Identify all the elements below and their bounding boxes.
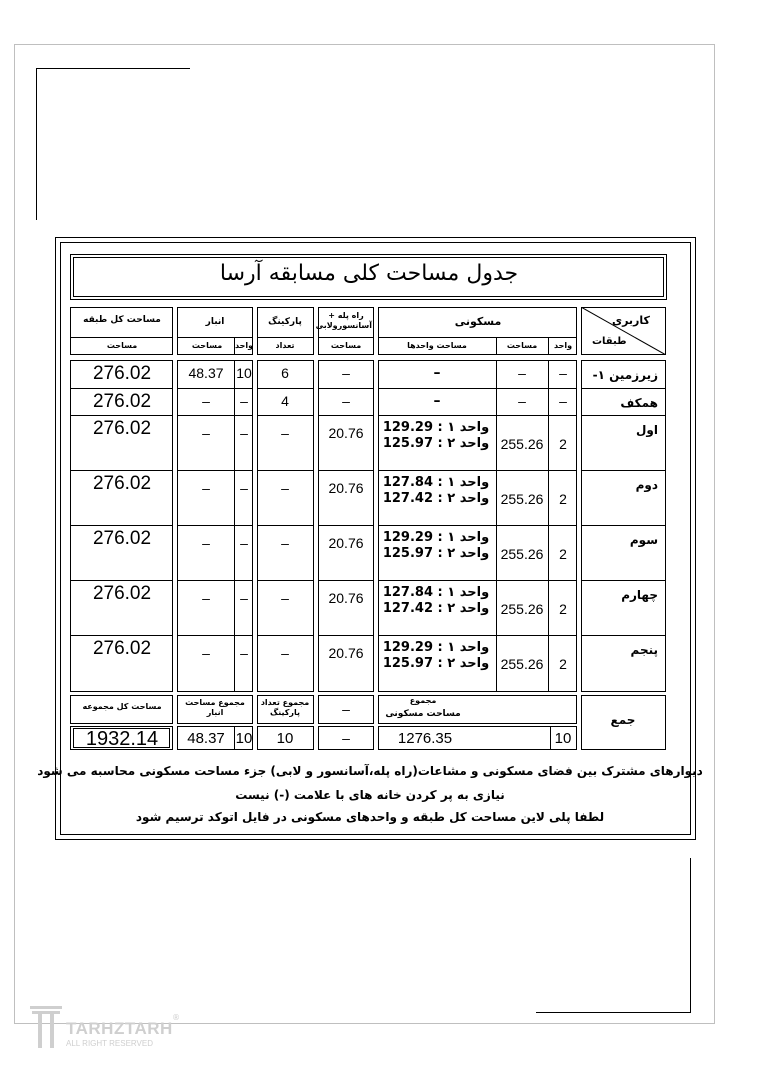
row-separator <box>581 470 666 471</box>
row-separator <box>257 635 314 636</box>
row-separator <box>257 388 314 389</box>
row-separator <box>177 635 253 636</box>
row-separator <box>257 470 314 471</box>
note-1: دیوارهای مشترک بین فضای مسکونی و مشاعات(راه پله،آسانسور و لابی) جزء مساحت مسکونی محاسبه می شود <box>37 764 703 778</box>
parking-count: – <box>281 480 289 496</box>
row-separator <box>177 415 253 416</box>
storage-area: – <box>202 480 210 496</box>
floor-label: همکف <box>620 396 658 410</box>
totals-res-label-2: مساحت مسکونی <box>385 709 461 719</box>
row-separator <box>318 635 374 636</box>
floor-label: اول <box>636 423 658 437</box>
header-parking-count: تعداد <box>275 341 295 350</box>
parking-count: – <box>281 425 289 441</box>
total-area: 276.02 <box>92 638 152 659</box>
note-3: لطفا پلی لاین مساحت کل طبقه و واحدهای مسکونی در فایل اتوکد ترسیم شود <box>135 810 605 824</box>
storage-area: – <box>202 535 210 551</box>
note-2: نیازی به پر کردن خانه های با علامت (-) نیست <box>235 788 505 802</box>
tt-logo-icon <box>28 1004 64 1050</box>
total-area: 276.02 <box>92 391 152 412</box>
floor-label: سوم <box>629 533 658 547</box>
row-separator <box>70 580 173 581</box>
watermark-brand: TARHZTARH <box>66 1019 173 1038</box>
row-separator <box>70 470 173 471</box>
totals-total-label: مساحت کل مجموعه <box>82 702 162 711</box>
row-separator <box>378 388 577 389</box>
res-units: 2 <box>559 546 567 562</box>
units-area-1: – <box>433 365 441 381</box>
corner-mark-top-left-v <box>36 68 37 220</box>
totals-res-label-1: مجموع <box>409 696 437 705</box>
row-separator <box>318 388 374 389</box>
row-separator <box>257 415 314 416</box>
header-stair-elevator: راه پله + آسانسورولابی <box>315 311 372 331</box>
totals-stair-value: – <box>342 730 350 746</box>
storage-area: – <box>202 645 210 661</box>
row-separator <box>318 470 374 471</box>
res-area: 255.26 <box>500 656 544 672</box>
header-floors: طبقات <box>592 336 627 347</box>
units-area-1: واحد ۱ : 129.29 <box>382 420 490 435</box>
totals-storage-area: 48.37 <box>187 730 225 747</box>
units-area-1: واحد ۱ : 129.29 <box>382 530 490 545</box>
storage-units: – <box>240 645 248 661</box>
row-separator <box>257 525 314 526</box>
total-area: 276.02 <box>92 418 152 439</box>
header-usage: کاربری <box>612 314 650 327</box>
storage-area: – <box>202 393 210 409</box>
units-area-1: واحد ۱ : 127.84 <box>382 475 490 490</box>
total-area: 276.02 <box>92 528 152 549</box>
page-title: جدول مساحت کلی مسابقه آرسا <box>219 261 519 286</box>
row-separator <box>378 580 577 581</box>
res-area: 255.26 <box>500 436 544 452</box>
storage-area: – <box>202 425 210 441</box>
row-separator <box>257 580 314 581</box>
units-area-1: واحد ۱ : 127.84 <box>382 585 490 600</box>
floor-label: پنجم <box>630 643 658 657</box>
stair-area: 20.76 <box>328 645 364 661</box>
totals-total-value: 1932.14 <box>85 728 159 750</box>
stair-area: 20.76 <box>328 425 364 441</box>
header-storage-unit: واحد <box>234 341 254 350</box>
row-separator <box>177 525 253 526</box>
res-units: 2 <box>559 491 567 507</box>
header-res-area: مساحت <box>506 341 538 350</box>
res-units: 2 <box>559 656 567 672</box>
row-separator <box>70 525 173 526</box>
totals-stair-label: – <box>342 701 350 717</box>
storage-units: 10 <box>236 365 252 381</box>
watermark-logo <box>28 1000 188 1052</box>
corner-mark-bottom-right <box>690 858 691 1013</box>
units-area-1: – <box>433 393 441 409</box>
row-separator <box>378 635 577 636</box>
row-separator <box>378 525 577 526</box>
units-area-2: واحد ۲ : 125.97 <box>382 436 490 451</box>
stair-area: 20.76 <box>328 480 364 496</box>
header-total-area: مساحت کل طبقه <box>83 315 161 325</box>
units-area-2: واحد ۲ : 127.42 <box>382 601 490 616</box>
storage-units: – <box>240 393 248 409</box>
parking-count: – <box>281 590 289 606</box>
totals-label: جمع <box>610 713 636 727</box>
parking-count: – <box>281 645 289 661</box>
units-area-2: واحد ۲ : 125.97 <box>382 546 490 561</box>
storage-units: – <box>240 535 248 551</box>
storage-units: – <box>240 480 248 496</box>
header-diagonal <box>581 307 666 355</box>
row-separator <box>177 470 253 471</box>
parking-count: 4 <box>281 393 289 409</box>
header-parking: پارکینگ <box>268 317 302 327</box>
stair-area: – <box>342 365 350 381</box>
header-unit-count: واحد <box>553 341 573 350</box>
watermark-sub: ALL RIGHT RESERVED <box>66 1039 153 1048</box>
totals-res-area: 1276.35 <box>397 730 453 747</box>
stair-area: 20.76 <box>328 535 364 551</box>
row-separator <box>318 415 374 416</box>
totals-storage-units: 10 <box>235 730 253 747</box>
row-separator <box>70 388 173 389</box>
total-area: 276.02 <box>92 473 152 494</box>
floor-label: زیرزمین ۱- <box>592 368 658 382</box>
storage-units: – <box>240 425 248 441</box>
row-separator <box>70 415 173 416</box>
totals-storage-label: مجموع مساحت انبار <box>185 698 245 718</box>
row-separator <box>70 635 173 636</box>
header-total-area-sub: مساحت <box>106 341 138 350</box>
floor-label: چهارم <box>621 588 658 602</box>
row-separator <box>378 415 577 416</box>
res-area: – <box>518 365 526 381</box>
storage-area: – <box>202 590 210 606</box>
res-units: – <box>559 393 567 409</box>
header-residential: مسکونی <box>454 315 502 328</box>
units-area-1: واحد ۱ : 129.29 <box>382 640 490 655</box>
parking-count: – <box>281 535 289 551</box>
row-separator <box>581 388 666 389</box>
header-storage-area: مساحت <box>191 341 223 350</box>
totals-res-units: 10 <box>554 730 572 747</box>
parking-count: 6 <box>281 365 289 381</box>
res-units: – <box>559 365 567 381</box>
row-separator <box>581 580 666 581</box>
row-separator <box>318 580 374 581</box>
corner-mark-bottom-right-h <box>536 1012 691 1013</box>
header-units-area: مساحت واحدها <box>407 341 467 350</box>
storage-units: – <box>240 590 248 606</box>
header-storage: انبار <box>205 317 225 327</box>
totals-parking-value: 10 <box>276 730 294 747</box>
total-area: 276.02 <box>92 363 152 384</box>
row-separator <box>581 415 666 416</box>
units-area-2: واحد ۲ : 127.42 <box>382 491 490 506</box>
stair-area: 20.76 <box>328 590 364 606</box>
row-separator <box>378 470 577 471</box>
row-separator <box>177 388 253 389</box>
watermark-mark: ® <box>172 1013 180 1022</box>
row-separator <box>318 525 374 526</box>
res-units: 2 <box>559 436 567 452</box>
corner-mark-top-left <box>36 68 190 69</box>
res-area: 255.26 <box>500 491 544 507</box>
res-units: 2 <box>559 601 567 617</box>
row-separator <box>177 580 253 581</box>
storage-area: 48.37 <box>188 365 224 381</box>
res-area: 255.26 <box>500 601 544 617</box>
header-stair-area: مساحت <box>330 341 362 350</box>
row-separator <box>581 635 666 636</box>
res-area: – <box>518 393 526 409</box>
units-area-2: واحد ۲ : 125.97 <box>382 656 490 671</box>
row-separator <box>581 525 666 526</box>
stair-area: – <box>342 393 350 409</box>
res-area: 255.26 <box>500 546 544 562</box>
totals-parking-label: مجموع تعداد پارکینگ <box>260 698 310 718</box>
floor-label: دوم <box>635 478 658 492</box>
total-area: 276.02 <box>92 583 152 604</box>
